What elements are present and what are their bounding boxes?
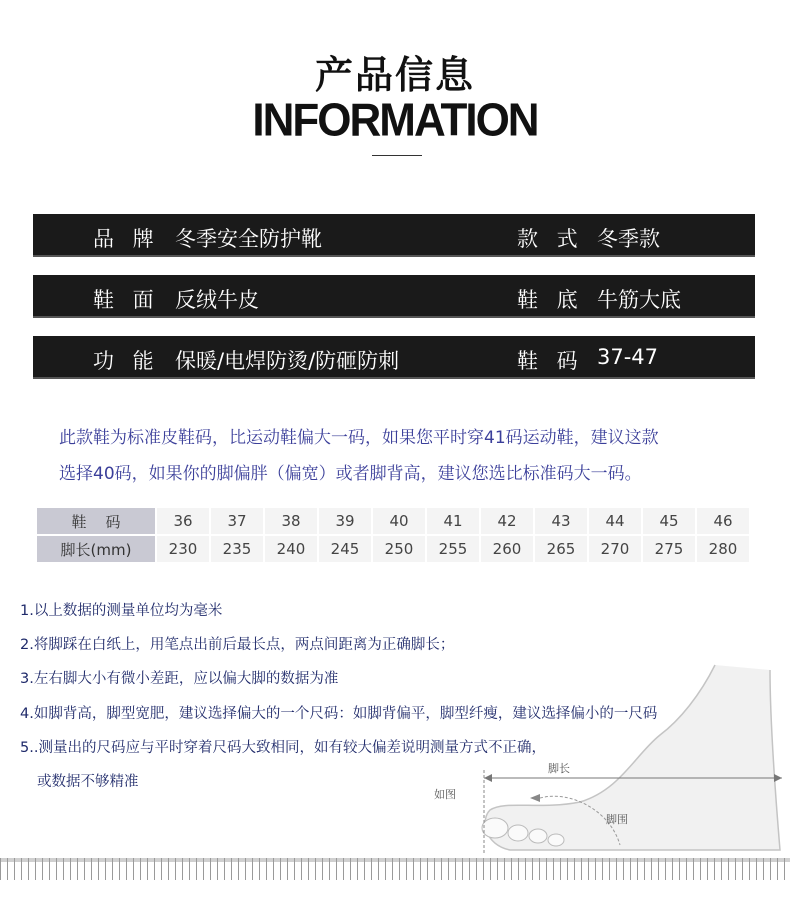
example-label: 如图 [434,788,456,801]
size-cell: 44 [589,508,641,534]
spec-label: 品 牌 [93,227,160,251]
spec-value: 牛筋大底 [597,288,681,312]
ruler [0,858,790,880]
toe [482,818,508,838]
length-cell: 265 [535,536,587,562]
spec-label: 鞋 面 [93,288,160,312]
length-cell: 235 [211,536,263,562]
spec-row-function [33,336,755,379]
size-cell: 37 [211,508,263,534]
size-cell: 36 [157,508,209,534]
foot-girth-label: 脚围 [606,813,628,826]
measure-rule: 3.左右脚大小有微小差距，应以偏大脚的数据为准 [20,671,339,687]
spec-row-brand [33,214,755,257]
size-row [37,508,749,534]
size-cell: 45 [643,508,695,534]
title-divider [372,155,422,156]
spec-label: 功 能 [93,349,160,373]
size-cell: 40 [373,508,425,534]
length-cell: 245 [319,536,371,562]
spec-value: 37-47 [597,345,659,369]
size-cell: 42 [481,508,533,534]
arrow-head [530,794,540,802]
size-cell: 38 [265,508,317,534]
toe [508,825,528,841]
length-cell: 275 [643,536,695,562]
spec-value: 冬季安全防护靴 [175,227,322,251]
size-table [35,506,751,564]
page-title-en: INFORMATION [252,94,538,147]
length-cell: 280 [697,536,749,562]
size-cell: 41 [427,508,479,534]
size-note-line1: 此款鞋为标准皮鞋码，比运动鞋偏大一码，如果您平时穿41码运动鞋，建议这款 [59,428,659,448]
measure-rule: 5..测量出的尺码应与平时穿着尺码大致相同，如有较大偏差说明测量方式不正确， [20,740,546,756]
length-cell: 250 [373,536,425,562]
size-row-label: 鞋 码 [37,508,155,534]
toe [529,829,547,843]
spec-label: 鞋 码 [517,349,584,373]
length-cell: 255 [427,536,479,562]
size-cell: 43 [535,508,587,534]
arrow-head [484,774,492,782]
measure-rule: 1.以上数据的测量单位均为毫米 [20,603,223,619]
spec-row-upper [33,275,755,318]
size-cell: 46 [697,508,749,534]
length-cell: 260 [481,536,533,562]
foot-length-label: 脚长 [548,762,570,775]
length-cell: 240 [265,536,317,562]
length-cell: 270 [589,536,641,562]
length-row-label: 脚长(mm) [37,536,155,562]
page-title-cn: 产品信息 [314,53,475,97]
measure-rule: 2.将脚踩在白纸上，用笔点出前后最长点，两点间距离为正确脚长； [20,637,455,653]
spec-value: 保暖/电焊防烫/防砸防刺 [175,349,400,373]
spec-value: 反绒牛皮 [175,288,259,312]
size-cell: 39 [319,508,371,534]
length-row [37,536,749,562]
size-note-line2: 选择40码，如果你的脚偏胖（偏宽）或者脚背高，建议您选比标准码大一码。 [59,464,642,484]
measure-rule: 4.如脚背高，脚型宽肥，建议选择偏大的一个尺码：如脚背偏平，脚型纤瘦，建议选择偏小的一尺码 [20,706,658,722]
foot-outline [485,665,780,850]
length-cell: 230 [157,536,209,562]
measure-rule: 或数据不够精准 [37,774,139,790]
spec-value: 冬季款 [597,227,660,251]
toe [548,834,564,846]
spec-label: 鞋 底 [517,288,584,312]
spec-label: 款 式 [517,227,584,251]
arrow-head [774,774,782,782]
